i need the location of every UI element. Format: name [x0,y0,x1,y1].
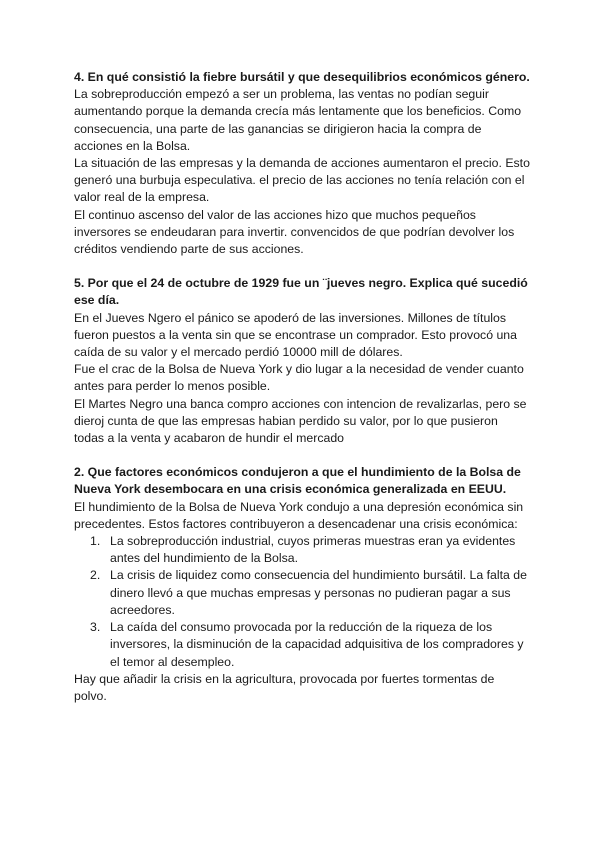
section-fiebre-bursatil [74,69,530,258]
list-item [90,533,530,567]
answer-paragraph: En el Jueves Ngero el pánico se apoderó de las inversiones. Millones de títulos fueron puestos a la venta sin que se encontrase un comprador. Esto provocó una caída de su valor y el mercado perdió 10000 mill de dólares. [74,310,517,360]
answer-paragraph: El Martes Negro una banca compro acciones con intencion de revalizarlas, pero se dieroj cunta de que las empresas habian perdido su valor, por lo que pusieron todas a la venta y acabaron de hundir el mercado [74,396,527,446]
list-item-text: La sobreproducción industrial, cuyos primeras muestras eran ya evidentes antes del hundimiento de la Bolsa. [110,534,516,566]
list-item-text: La crisis de liquidez como consecuencia del hundimiento bursátil. La falta de dinero llevó a que muchas empresas y personas no pudieran pagar a sus acreedores. [110,568,527,617]
section-jueves-negro [74,275,530,447]
list-item-number: 3. [90,620,101,635]
question-heading: 4. En qué consistió la fiebre bursátil y que desequilibrios económicos género. [74,70,530,84]
question-heading: 2. Que factores económicos condujeron a que el hundimiento de la Bolsa de Nueva York desembocara en una crisis económica generalizada en EEUU. [74,465,521,497]
document-page [74,69,530,722]
list-item [90,619,530,671]
answer-paragraph: La situación de las empresas y la demanda de acciones aumentaron el precio. Esto generó una burbuja especulativa. el precio de las acciones no tenía relación con el valor real de la empresa. [74,156,530,205]
list-item-number: 2. [90,568,101,583]
list-item-text: La caída del consumo provocada por la reducción de la riqueza de los inversores, la disminución de la capacidad adquisitiva de los compradores y el temor al desempleo. [110,620,524,669]
answer-paragraph: La sobreproducción empezó a ser un problema, las ventas no podían seguir aumentando porque la demanda crecía más lentamente que los beneficios. Como consecuencia, una parte de las ganancias se dirigieron hacia la compra de acciones en la Bolsa. [74,87,522,153]
answer-paragraph: Fue el crac de la Bolsa de Nueva York y dio lugar a la necesidad de vender cuanto antes para perder lo menos posible. [74,362,524,394]
factors-list [74,533,530,671]
list-item [90,567,530,619]
list-item-number: 1. [90,534,101,549]
answer-intro: El hundimiento de la Bolsa de Nueva York condujo a una depresión económica sin precedentes. Estos factores contribuyeron a desencadenar una crisis económica: [74,499,524,531]
answer-paragraph: El continuo ascenso del valor de las acciones hizo que muchos pequeños inversores se endeudaran para invertir. convencidos de que podrían devolver los créditos vendiendo parte de sus acciones. [74,207,515,257]
question-heading: 5. Por que el 24 de octubre de 1929 fue un ¨jueves negro. Explica qué sucedió ese día. [74,276,528,308]
section-factores-crisis [74,464,530,705]
answer-closing: Hay que añadir la crisis en la agricultura, provocada por fuertes tormentas de polvo. [74,671,495,703]
